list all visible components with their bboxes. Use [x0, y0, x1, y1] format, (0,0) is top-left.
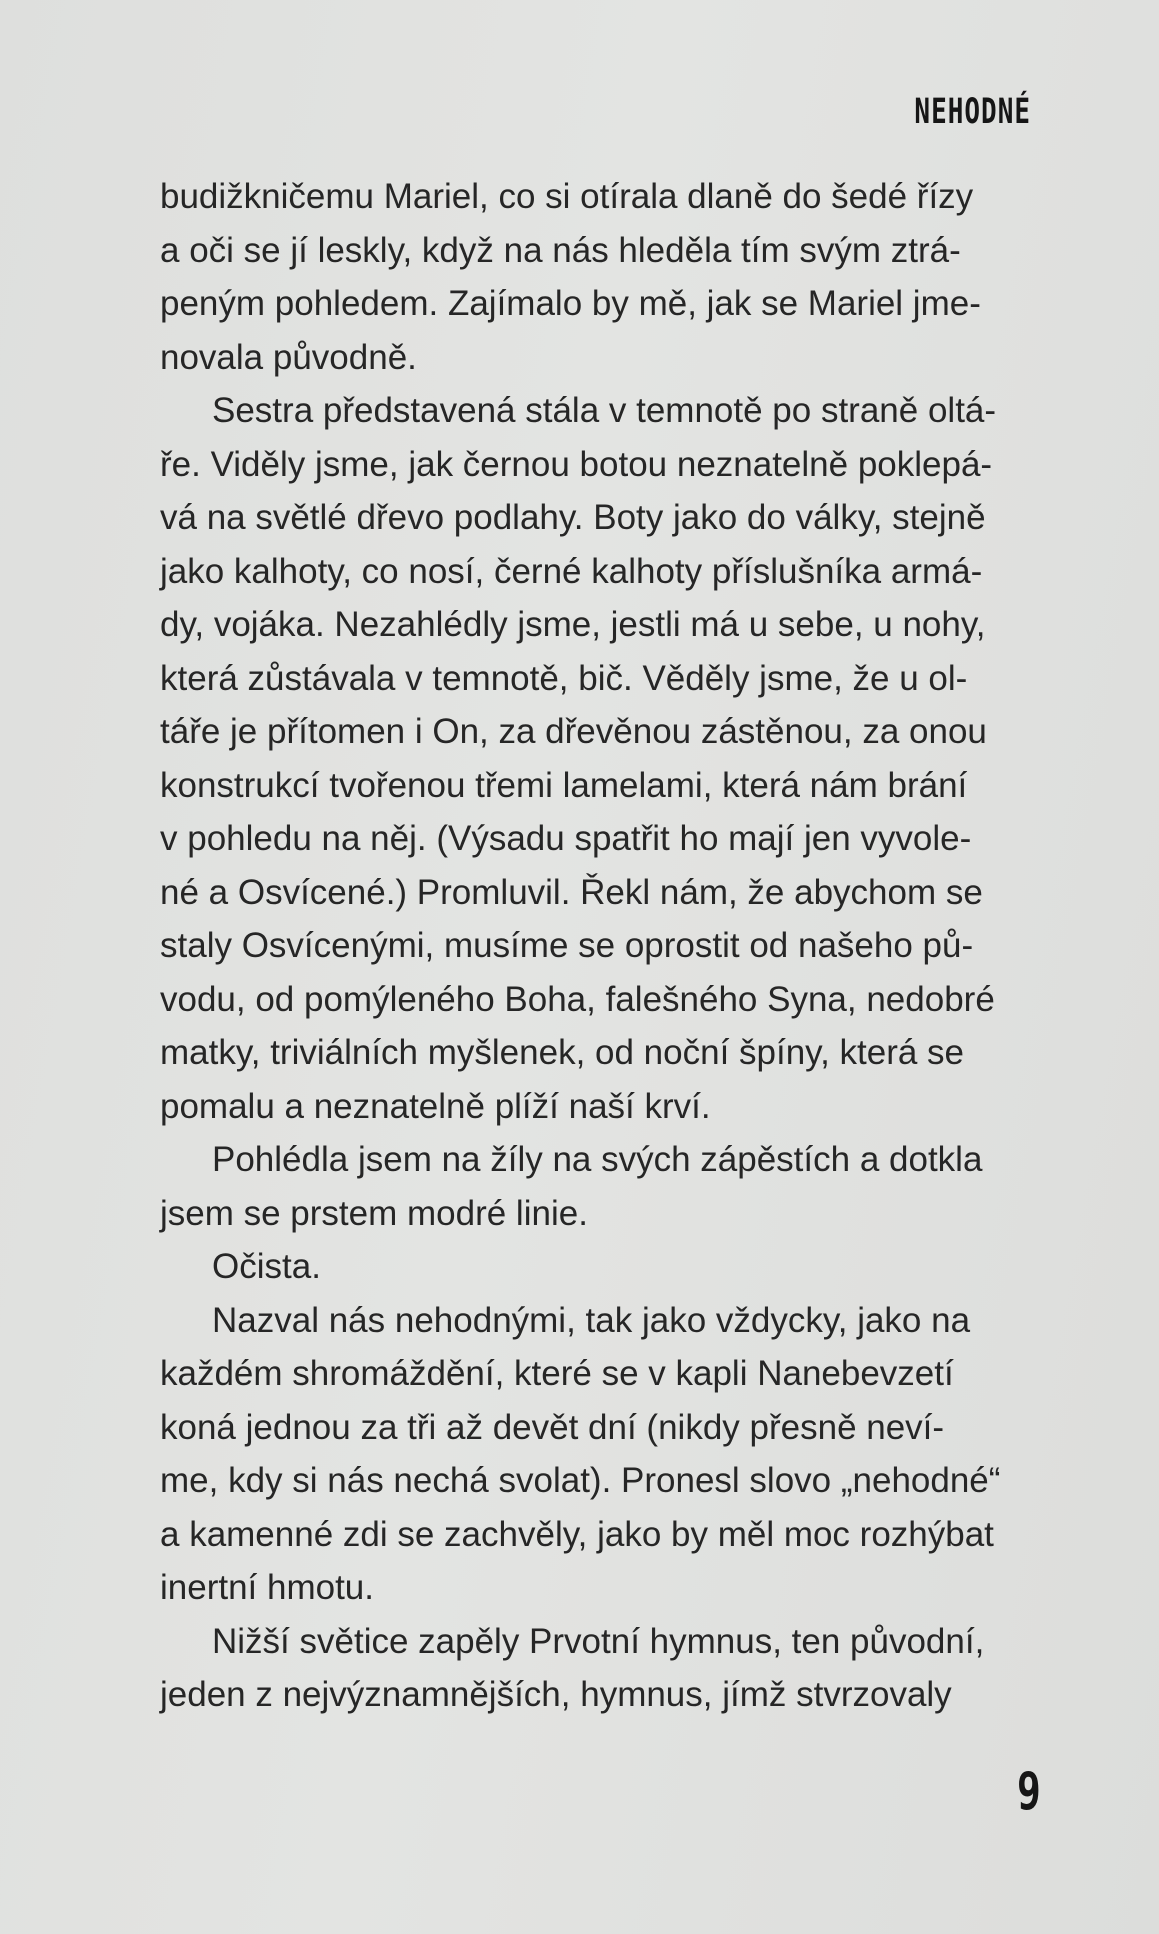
text-line: táře je přítomen i On, za dřevěnou zástěnou, za onou — [160, 712, 987, 751]
text-line: která zůstávala v temnotě, bič. Věděly jsme, že u ol- — [160, 658, 968, 698]
text-line: staly Osvícenými, musíme se oprostit od našeho pů- — [160, 926, 974, 965]
text-line: inertní hmotu. — [160, 1568, 374, 1607]
text-line: vá na světlé dřevo podlahy. Boty jako do války, stejně — [160, 498, 986, 537]
text-line: koná jednou za tři až devět dní (nikdy přesně neví- — [160, 1407, 945, 1447]
text-line: vodu, od pomýleného Boha, falešného Syna, nedobré — [160, 979, 995, 1019]
text-line: pomalu a neznatelně plíží naší krví. — [160, 1086, 711, 1126]
text-line: Nazval nás nehodnými, tak jako vždycky, jako na — [212, 1300, 971, 1340]
text-line: novala původně. — [160, 337, 417, 377]
text-line: matky, triviálních myšlenek, od noční špíny, která se — [160, 1033, 965, 1072]
running-head: NEHODNÉ — [914, 92, 1031, 133]
text-line: me, kdy si nás nechá svolat). Pronesl slovo „nehodné“ — [160, 1461, 1001, 1500]
text-line: a oči se jí leskly, když na nás hleděla tím svým ztrá- — [160, 230, 961, 270]
text-line: v pohledu na něj. (Výsadu spatřit ho mají jen vyvole- — [160, 819, 972, 858]
text-line: ře. Viděly jsme, jak černou botou neznatelně poklepá- — [160, 444, 993, 484]
text-line: Očista. — [212, 1247, 321, 1286]
page-number: 9 — [1016, 1762, 1041, 1822]
text-line: peným pohledem. Zajímalo by mě, jak se Mariel jme- — [160, 284, 981, 323]
text-line: Nižší světice zapěly Prvotní hymnus, ten původní, — [212, 1621, 985, 1661]
text-line: Sestra představená stála v temnotě po straně oltá- — [212, 391, 997, 430]
text-line: Pohlédla jsem na žíly na svých zápěstích a dotkla — [212, 1140, 983, 1179]
text-line: a kamenné zdi se zachvěly, jako by měl moc rozhýbat — [160, 1514, 994, 1554]
text-line: jeden z nejvýznamnějších, hymnus, jímž stvrzovaly — [160, 1675, 952, 1714]
text-line: budižkničemu Mariel, co si otírala dlaně do šedé řízy — [160, 177, 974, 216]
text-line: každém shromáždění, které se v kapli Nanebevzetí — [160, 1354, 954, 1393]
text-line: konstrukcí tvořenou třemi lamelami, která nám brání — [160, 765, 968, 805]
text-line: jsem se prstem modré linie. — [160, 1193, 588, 1233]
body-text — [160, 170, 1040, 1722]
text-line: jako kalhoty, co nosí, černé kalhoty příslušníka armá- — [160, 551, 983, 591]
text-line: né a Osvícené.) Promluvil. Řekl nám, že abychom se — [160, 872, 983, 912]
text-line: dy, vojáka. Nezahlédly jsme, jestli má u sebe, u nohy, — [160, 605, 986, 644]
